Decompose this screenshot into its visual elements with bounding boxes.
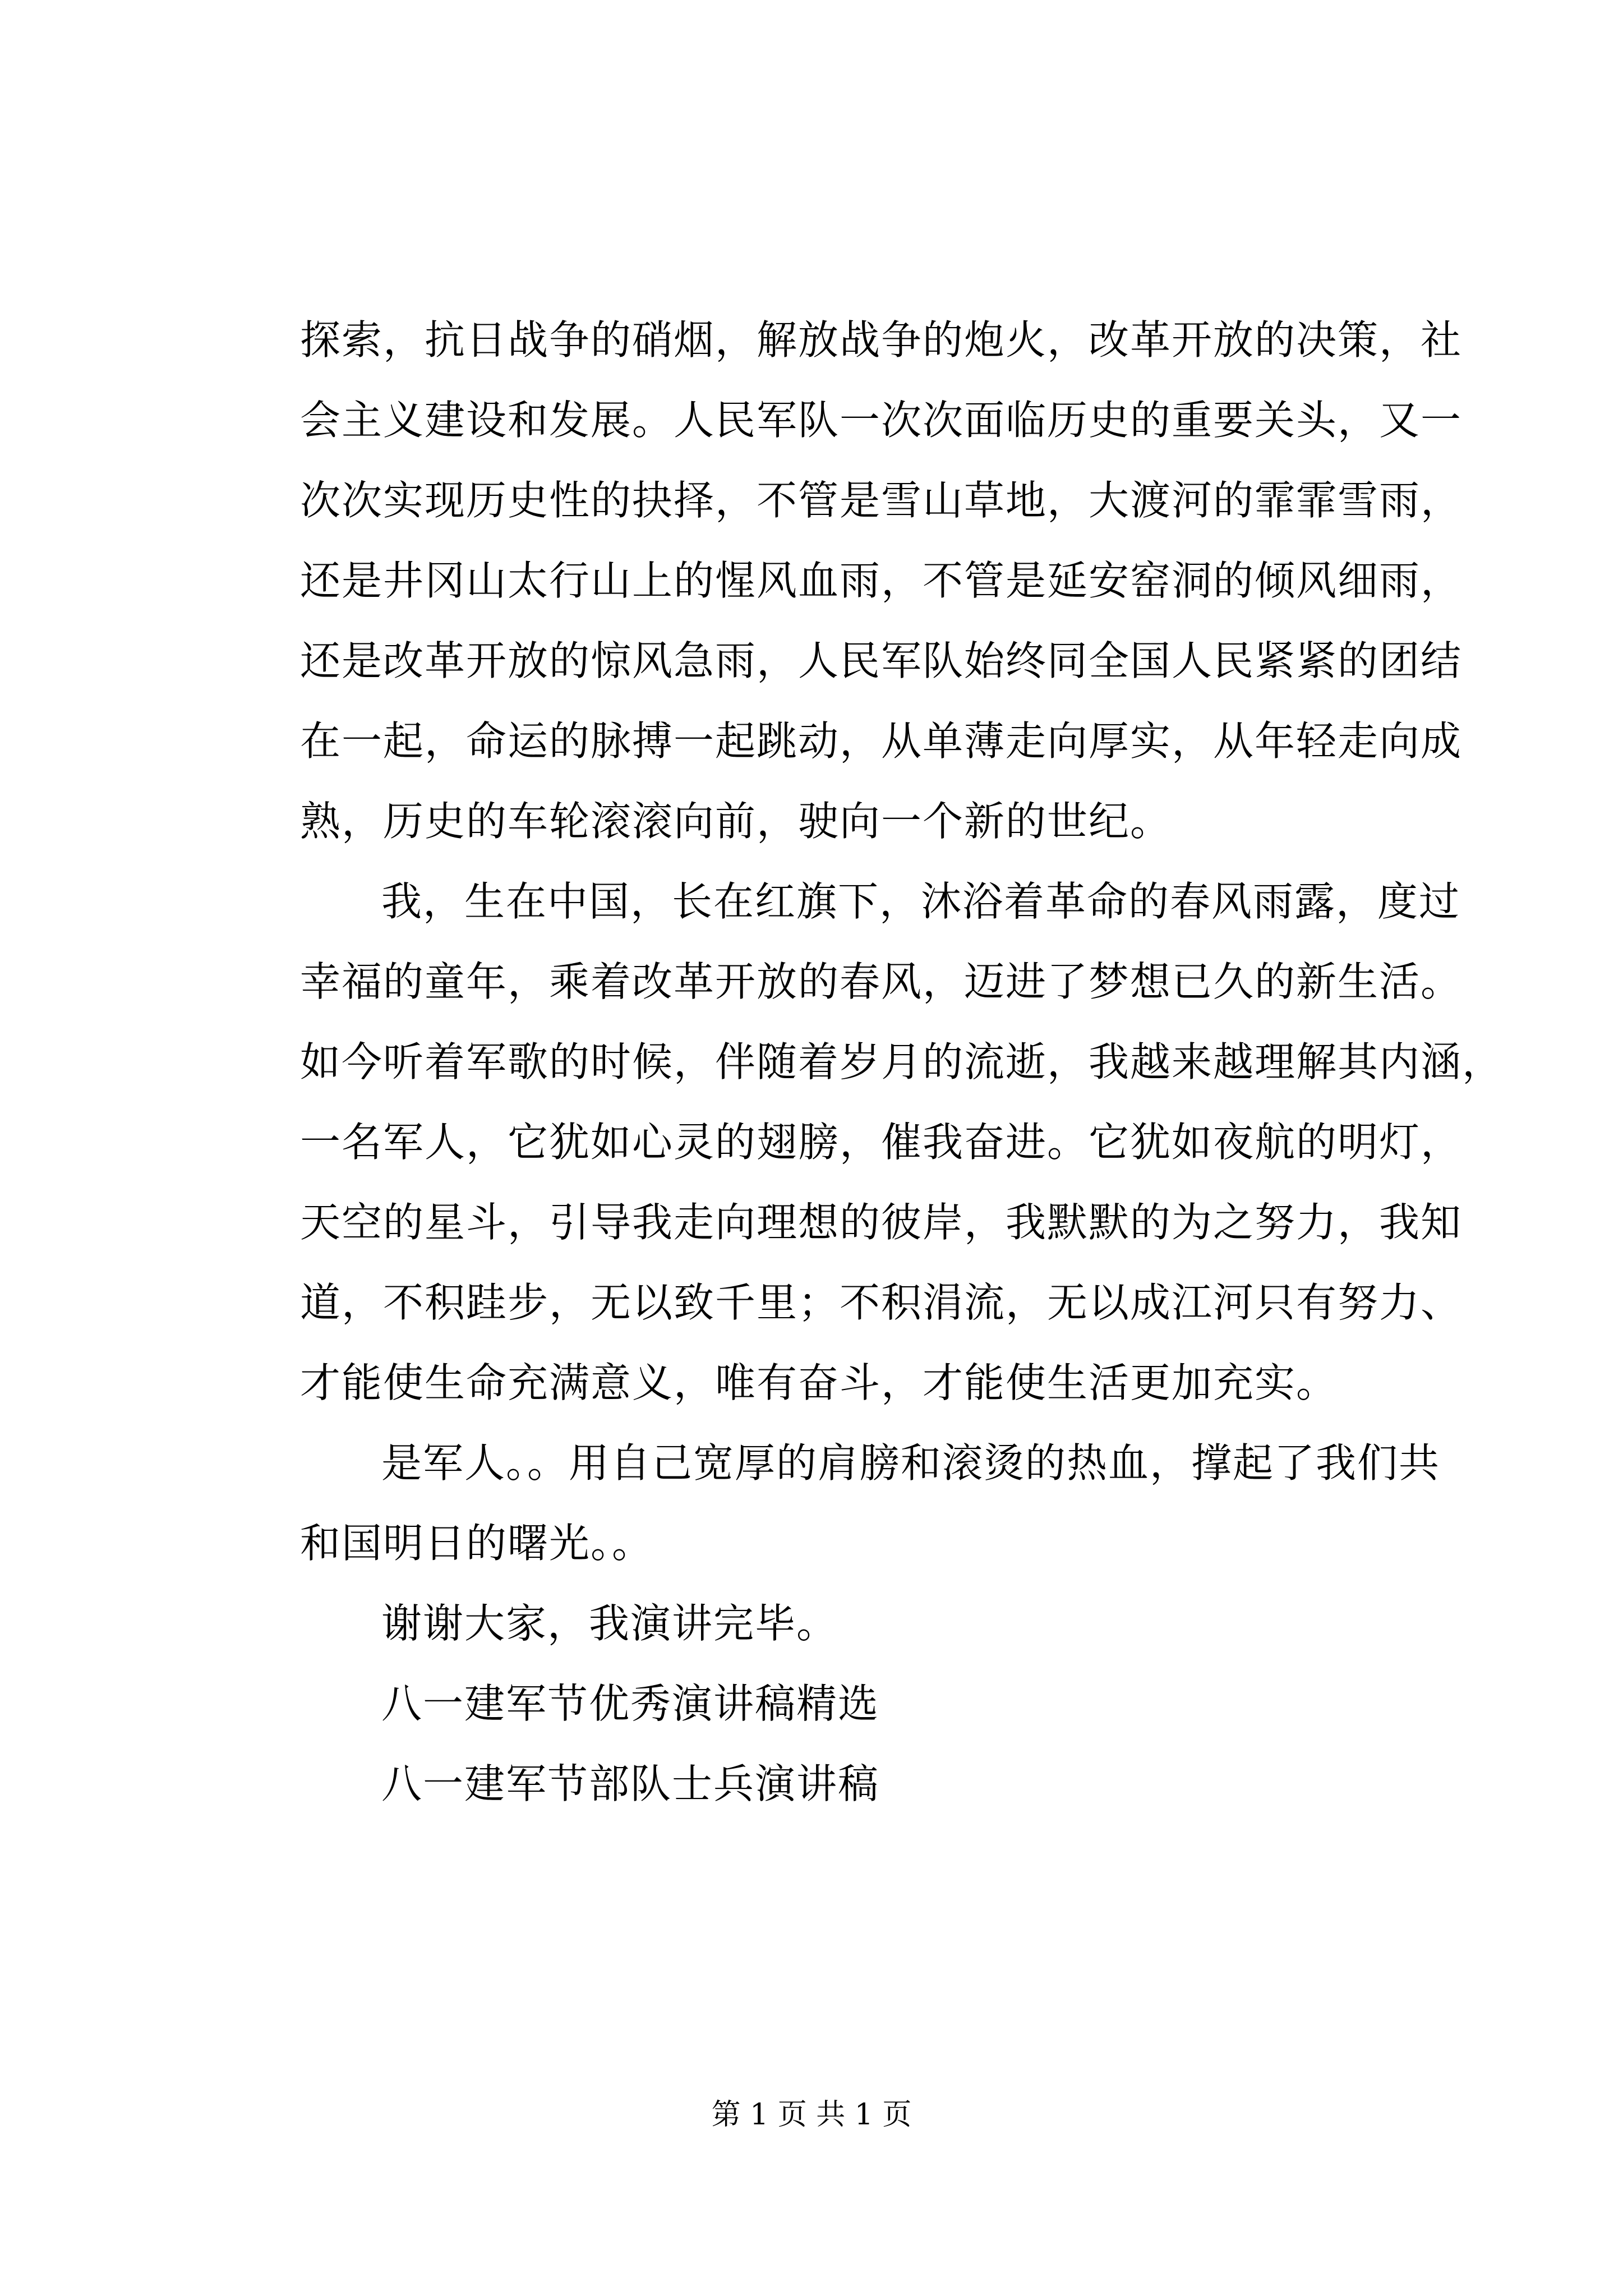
paragraph-3 — [300, 1423, 1441, 1584]
paragraph-1 — [300, 300, 1463, 862]
page-number-footer: 第 1 页 共 1 页 — [711, 2098, 912, 2132]
text-line: 一名军人，它犹如心灵的翅膀，催我奋进。它犹如夜航的明灯， — [300, 1119, 1463, 1166]
related-title: 八一建军节部队士兵演讲稿 — [381, 1760, 880, 1807]
text-line: 还是井冈山太行山上的惺风血雨，不管是延安窑洞的倾风细雨， — [300, 557, 1463, 604]
text-line: 还是改革开放的惊风急雨，人民军队始终同全国人民紧紧的团结 — [300, 637, 1463, 684]
text-line: 熟，历史的车轮滚滚向前，驶向一个新的世纪。 — [300, 798, 1172, 845]
text-line: 和国明日的曙光。。 — [300, 1520, 654, 1567]
text-line: 次次实现历史性的抉择，不管是雪山草地，大渡河的霏霏雪雨， — [300, 477, 1463, 524]
closing-line: 谢谢大家，我演讲完毕。 — [381, 1600, 838, 1647]
text-line: 会主义建设和发展。人民军队一次次面临历史的重要关头，又一 — [300, 397, 1463, 444]
text-line: 如今听着军歌的时候，伴随着岁月的流逝，我越来越理解其内涵， — [300, 1038, 1504, 1085]
text-line: 幸福的童年，乘着改革开放的春风，迈进了梦想已久的新生活。 — [300, 958, 1463, 1005]
text-line: 我，生在中国，长在红旗下，沐浴着革命的春风雨露，度过 — [381, 878, 1461, 925]
text-line: 天空的星斗，引导我走向理想的彼岸，我默默的为之努力，我知 — [300, 1199, 1463, 1246]
text-line: 探索，抗日战争的硝烟，解放战争的炮火，改革开放的决策，社 — [300, 316, 1463, 364]
related-title: 八一建军节优秀演讲稿精选 — [381, 1680, 880, 1727]
document-body — [300, 300, 1504, 1824]
paragraph-2 — [300, 862, 1504, 1423]
text-line: 才能使生命充满意义，唯有奋斗，才能使生活更加充实。 — [300, 1359, 1338, 1406]
text-line: 在一起，命运的脉搏一起跳动，从单薄走向厚实，从年轻走向成 — [300, 717, 1463, 765]
text-line: 是军人。。用自己宽厚的肩膀和滚烫的热血，撑起了我们共 — [381, 1439, 1441, 1487]
text-line: 道，不积跬步，无以致千里；不积涓流，无以成江河只有努力、 — [300, 1279, 1463, 1326]
